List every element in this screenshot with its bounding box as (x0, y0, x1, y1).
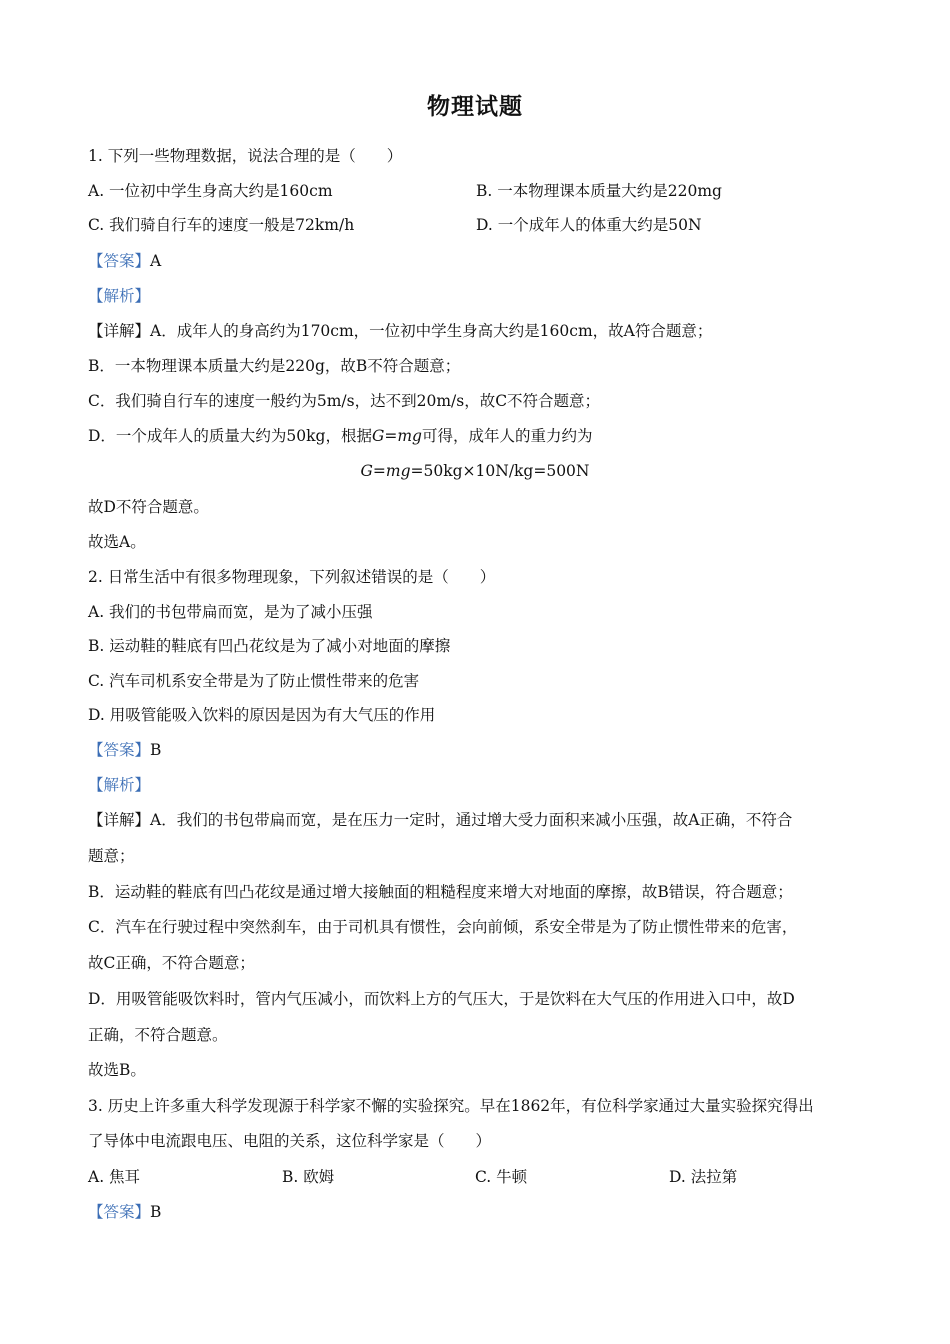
q3-option-b: B. 欧姆 (282, 1168, 335, 1186)
q2-option-c: C. 汽车司机系安全带是为了防止惯性带来的危害 (88, 672, 420, 690)
answer-value: B (150, 741, 162, 759)
q3-stem-line-2: 了导体中电流跟电压、电阻的关系，这位科学家是（ ） (88, 1132, 492, 1150)
q2-detail-line-3: C．汽车在行驶过程中突然刹车，由于司机具有惯性，会向前倾，系安全带是为了防止惯性带来的危害， (88, 918, 798, 936)
detail-tag: 【详解】 (88, 811, 151, 829)
q2-option-b: B. 运动鞋的鞋底有凹凸花纹是为了减小对地面的摩擦 (88, 637, 451, 655)
page-title: 物理试题 (427, 93, 523, 120)
q3-answer (88, 1201, 161, 1223)
q1-analysis-tag: 【解析】 (88, 287, 151, 305)
q2-detail-line-1 (88, 809, 792, 831)
q2-detail-line-4b: 正确，不符合题意。 (88, 1026, 228, 1044)
q3-option-d: D. 法拉第 (669, 1168, 738, 1186)
detail-text: D．一个成年人的质量大约为50kg，根据 (88, 427, 372, 445)
q2-answer (88, 739, 161, 761)
q1-stem: 1. 下列一些物理数据，说法合理的是（ ） (88, 147, 403, 165)
equation-op: = (372, 462, 386, 480)
q2-detail-line-1b: 题意； (88, 847, 135, 865)
q1-option-d: D. 一个成年人的体重大约是50N (476, 216, 702, 234)
formula: G=mg (371, 427, 422, 445)
q2-option-d: D. 用吸管能吸入饮料的原因是因为有大气压的作用 (88, 706, 436, 724)
answer-tag: 【答案】 (88, 1203, 151, 1221)
q1-answer (88, 250, 161, 272)
detail-text: 可得，成年人的重力约为 (421, 427, 593, 445)
q1-detail-line-5: 故D不符合题意。 (88, 498, 209, 516)
q3-stem-line-1: 3. 历史上许多重大科学发现源于科学家不懈的实验探究。早在1862年，有位科学家通过大量实验探究得出 (88, 1097, 814, 1115)
q1-detail-line-1 (88, 320, 712, 342)
answer-tag: 【答案】 (88, 741, 151, 759)
detail-tag: 【详解】 (88, 322, 151, 340)
q2-detail-line-2: B．运动鞋的鞋底有凹凸花纹是通过增大接触面的粗糙程度来增大对地面的摩擦，故B错误，符合题意； (88, 883, 793, 901)
q2-conclusion: 故选B。 (88, 1061, 146, 1079)
q1-detail-line-2: B．一本物理课本质量大约是220g，故B不符合题意； (88, 357, 461, 375)
q2-stem: 2. 日常生活中有很多物理现象，下列叙述错误的是（ ） (88, 568, 496, 586)
q3-option-c: C. 牛顿 (475, 1168, 528, 1186)
equation-rest: =50kg×10N/kg=500N (410, 462, 590, 480)
q1-detail-line-4 (88, 425, 592, 447)
answer-value: B (150, 1203, 162, 1221)
q1-conclusion: 故选A。 (88, 533, 146, 551)
q1-detail-line-3: C．我们骑自行车的速度一般约为5m/s，达不到20m/s，故C不符合题意； (88, 392, 601, 410)
answer-value: A (150, 252, 162, 270)
q3-option-a: A. 焦耳 (88, 1168, 141, 1186)
q2-detail-line-4: D．用吸管能吸饮料时，管内气压减小，而饮料上方的气压大，于是饮料在大气压的作用进入口中，故D (88, 990, 795, 1008)
answer-tag: 【答案】 (88, 252, 151, 270)
q1-option-c: C. 我们骑自行车的速度一般是72km/h (88, 216, 355, 234)
q1-option-a: A. 一位初中学生身高大约是160cm (88, 182, 333, 200)
detail-text: A．我们的书包带扁而宽，是在压力一定时，通过增大受力面积来减小压强，故A正确，不符合 (150, 811, 793, 829)
equation-var: G (360, 462, 373, 480)
q2-detail-line-3b: 故C正确，不符合题意； (88, 954, 255, 972)
equation-var: mg (385, 462, 411, 480)
q2-analysis-tag: 【解析】 (88, 776, 151, 794)
q2-option-a: A. 我们的书包带扁而宽，是为了减小压强 (88, 603, 373, 621)
q1-option-b: B. 一本物理课本质量大约是220mg (476, 182, 722, 200)
detail-text: A．成年人的身高约为170cm，一位初中学生身高大约是160cm，故A符合题意； (150, 322, 713, 340)
q1-equation (0, 460, 950, 482)
